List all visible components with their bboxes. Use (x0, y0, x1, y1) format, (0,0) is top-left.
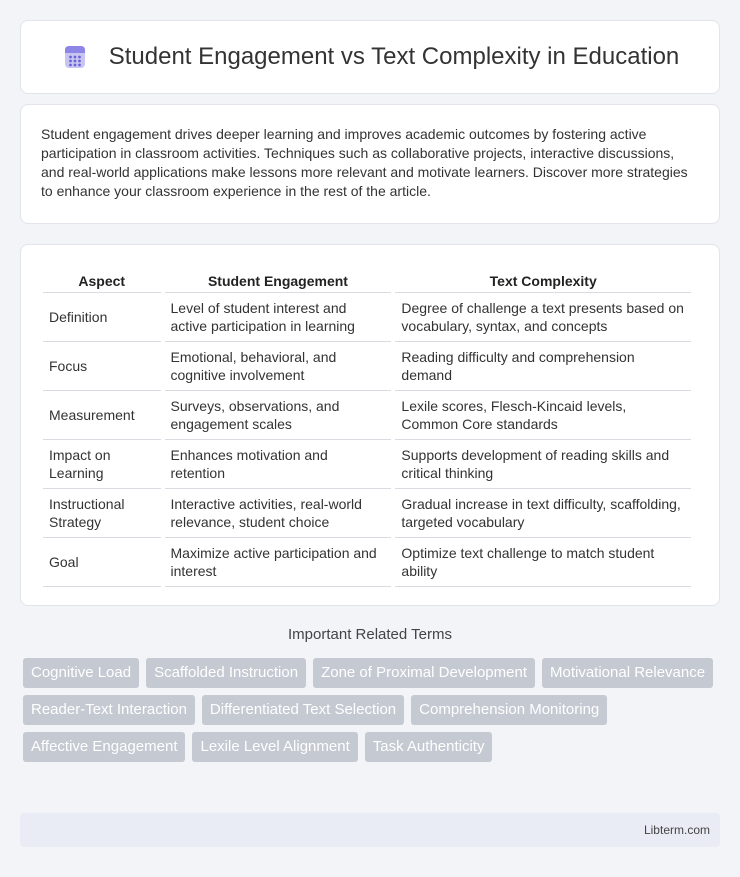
table-row (43, 391, 691, 440)
table-row (43, 538, 691, 587)
cell-engagement: Enhances motivation and retention (165, 440, 392, 489)
comparison-card (20, 244, 720, 606)
calculator-icon (61, 43, 89, 71)
table-row (43, 440, 691, 489)
comparison-table (39, 263, 695, 587)
term-tag[interactable]: Lexile Level Alignment (192, 732, 357, 762)
cell-complexity: Reading difficulty and comprehension demand (395, 342, 691, 391)
related-terms-heading: Important Related Terms (288, 626, 452, 643)
cell-aspect: Impact on Learning (43, 440, 161, 489)
header-student-engagement: Student Engagement (165, 263, 392, 293)
cell-engagement: Emotional, behavioral, and cognitive involvement (165, 342, 392, 391)
footer-brand-link[interactable]: Libterm.com (643, 823, 710, 837)
cell-engagement: Interactive activities, real-world relevance, student choice (165, 489, 392, 538)
cell-complexity: Supports development of reading skills and critical thinking (395, 440, 691, 489)
related-terms-list (23, 658, 723, 762)
title-card (20, 20, 720, 94)
intro-paragraph: Student engagement drives deeper learning and improves academic outcomes by fostering active participation in classroom activities. Techniques such as collaborative projects, interactive discussions, and real-world applications make lessons more relevant and motivate learners. Discover more strategies to enhance your classroom experience in the rest of the article. (41, 126, 688, 199)
cell-complexity: Optimize text challenge to match student ability (395, 538, 691, 587)
cell-aspect: Focus (43, 342, 161, 391)
cell-aspect: Definition (43, 293, 161, 342)
cell-engagement: Level of student interest and active participation in learning (165, 293, 392, 342)
term-tag[interactable]: Differentiated Text Selection (202, 695, 404, 725)
term-tag[interactable]: Scaffolded Instruction (146, 658, 306, 688)
cell-complexity: Gradual increase in text difficulty, scaffolding, targeted vocabulary (395, 489, 691, 538)
table-row (43, 293, 691, 342)
cell-complexity: Lexile scores, Flesch-Kincaid levels, Common Core standards (395, 391, 691, 440)
table-row (43, 489, 691, 538)
term-tag[interactable]: Affective Engagement (23, 732, 185, 762)
cell-complexity: Degree of challenge a text presents based on vocabulary, syntax, and concepts (395, 293, 691, 342)
header-aspect: Aspect (43, 263, 161, 293)
cell-engagement: Surveys, observations, and engagement scales (165, 391, 392, 440)
term-tag[interactable]: Comprehension Monitoring (411, 695, 607, 725)
cell-aspect: Instructional Strategy (43, 489, 161, 538)
term-tag[interactable]: Task Authenticity (365, 732, 493, 762)
table-row (43, 342, 691, 391)
page-title: Student Engagement vs Text Complexity in Education (108, 43, 680, 70)
table-header-row (43, 263, 691, 293)
cell-aspect: Goal (43, 538, 161, 587)
cell-engagement: Maximize active participation and interest (165, 538, 392, 587)
intro-card (20, 104, 720, 224)
header-text-complexity: Text Complexity (395, 263, 691, 293)
term-tag[interactable]: Zone of Proximal Development (313, 658, 535, 688)
term-tag[interactable]: Cognitive Load (23, 658, 139, 688)
cell-aspect: Measurement (43, 391, 161, 440)
term-tag[interactable]: Reader-Text Interaction (23, 695, 195, 725)
term-tag[interactable]: Motivational Relevance (542, 658, 713, 688)
footer (20, 813, 720, 847)
